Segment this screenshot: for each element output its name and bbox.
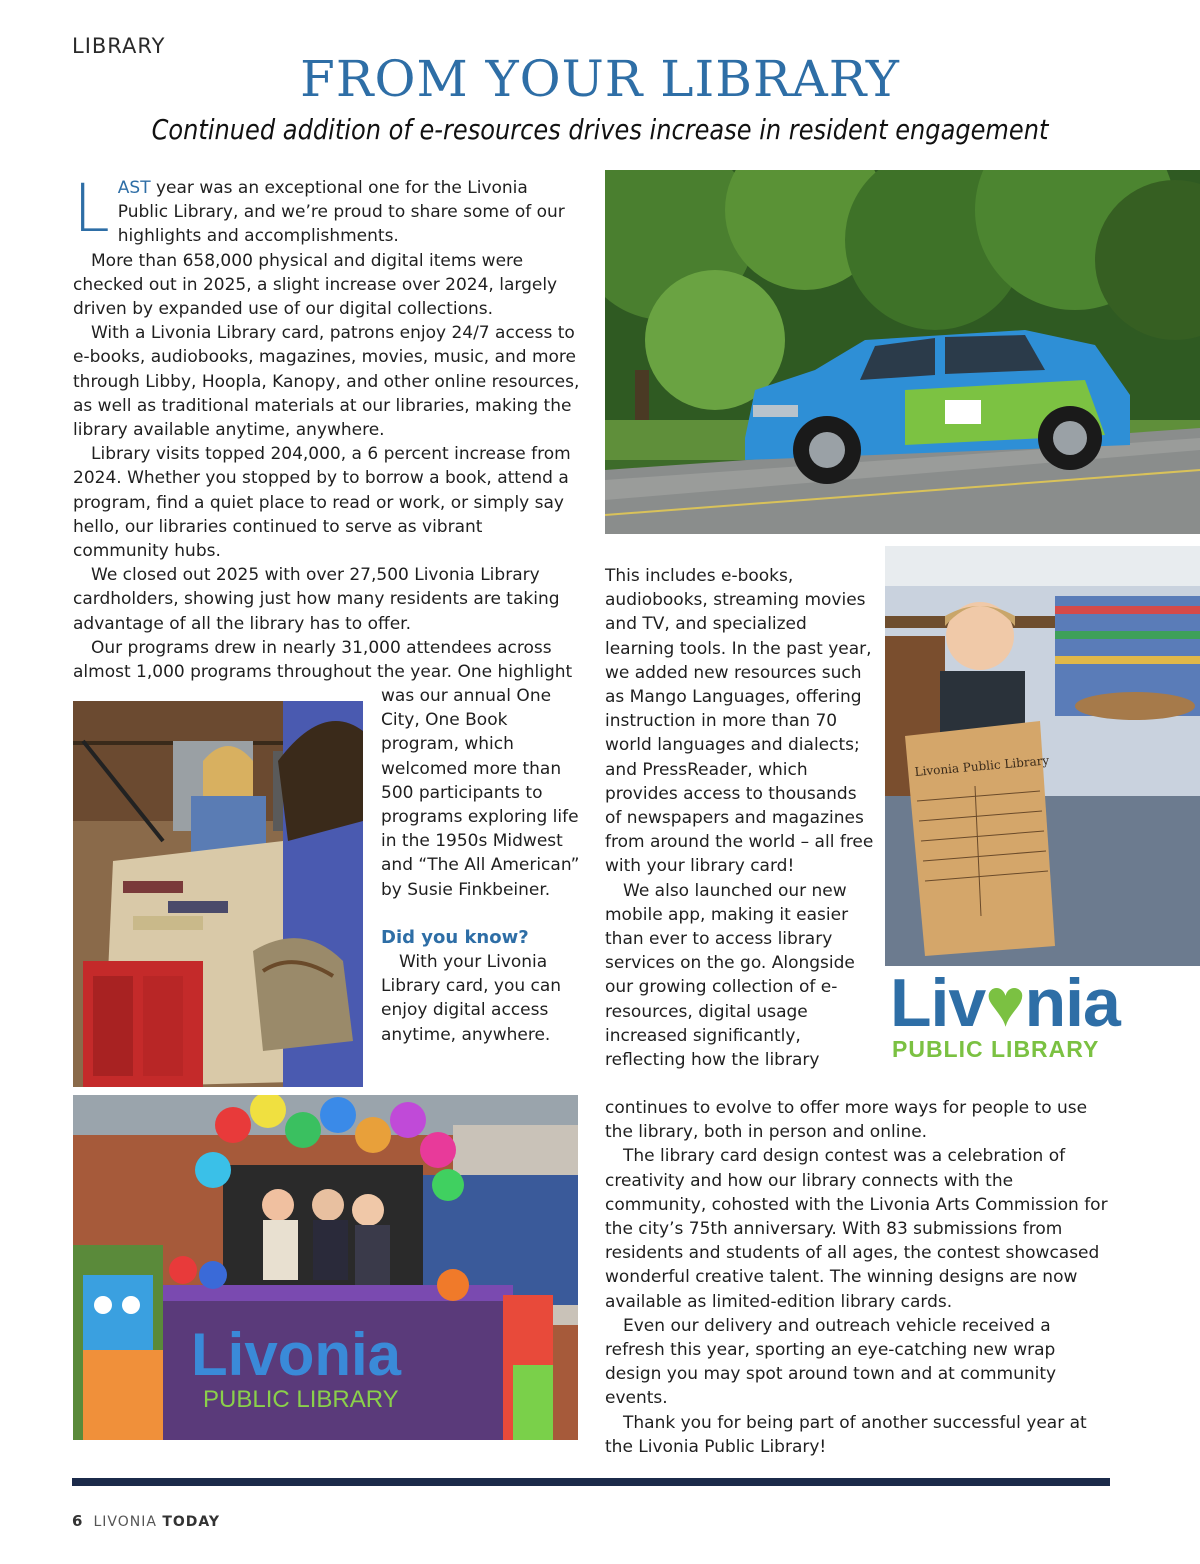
dropcap: L bbox=[73, 170, 110, 247]
article-paragraph: The library card design contest was a celebration of creativity and how our library connects with the community, cohosted with the Livonia Arts Commission for the city’s 75th anniversary. With 83 submissions from residents and students of all ages, the contest showcased wonderful creative talent. The winning designs are now available as limited-edition library cards. bbox=[605, 1146, 1108, 1312]
did-you-know-text: With your Livonia Library card, you can enjoy digital access anytime, anywhere. bbox=[381, 952, 562, 1045]
paragraph-text: year was an exceptional one for the Livonia Public Library, and we’re proud to share some of our highlights and accomplishments. bbox=[117, 178, 565, 247]
booth-banner-subtitle: PUBLIC LIBRARY bbox=[203, 1386, 399, 1413]
livonia-library-logo bbox=[884, 965, 1120, 1072]
article-paragraph: We also launched our new mobile app, making it easier than ever to access library services on the go. Alongside our growing collection of e-resources, digital usage increased significantly, reflecting how the library bbox=[605, 880, 855, 1071]
article-column-right-lower bbox=[605, 1096, 1110, 1459]
magazine-name: LIVONIA bbox=[93, 1514, 163, 1530]
library-booth-photo bbox=[73, 1095, 578, 1440]
deck-subtitle: Continued addition of e-resources drives increase in resident engagement bbox=[151, 113, 1049, 146]
article-paragraph: was our annual One City, One Book program, which welcomed more than 500 participants to programs exploring life in the 1950s Midwest and “The All American” by Susie Finkbeiner. bbox=[381, 686, 580, 900]
article-paragraph: This includes e-books, audiobooks, streaming movies and TV, and specialized learning tools. In the past year, we added new resources such as Mango Languages, offering instruction in more than 70 world languages and dialects; and PressReader, which provides access to thousands of newspapers and magazines from around the world – all free with your library card! bbox=[605, 566, 874, 877]
booth-banner-word: Livonia bbox=[191, 1321, 402, 1388]
article-column-narrow bbox=[381, 684, 581, 1047]
one-city-one-book-photo bbox=[73, 701, 363, 1087]
logo-wordmark: Liv♥nia bbox=[890, 965, 1120, 1041]
logo-subtitle: PUBLIC LIBRARY bbox=[892, 1036, 1100, 1062]
lead-word: AST bbox=[117, 178, 151, 198]
article-paragraph: Thank you for being part of another successful year at the Livonia Public Library! bbox=[605, 1412, 1087, 1457]
footer-rule bbox=[72, 1478, 1110, 1486]
article-paragraph: continues to evolve to offer more ways for people to use the library, both in person and online. bbox=[605, 1098, 1088, 1143]
magazine-name-bold: TODAY bbox=[162, 1514, 221, 1530]
article-column-left bbox=[73, 170, 583, 684]
article-paragraph: More than 658,000 physical and digital items were checked out in 2025, a slight increase over 2024, largely driven by expanded use of our digital collections. bbox=[73, 250, 558, 320]
page-number: 6 bbox=[72, 1512, 84, 1530]
article-paragraph bbox=[73, 170, 583, 249]
section-label: LIBRARY bbox=[72, 34, 166, 58]
did-you-know-heading: Did you know? bbox=[381, 926, 529, 948]
page-footer bbox=[72, 1512, 220, 1530]
article-paragraph: Even our delivery and outreach vehicle received a refresh this year, sporting an eye-catching new wrap design you may spot around town and at community events. bbox=[605, 1315, 1057, 1409]
article-paragraph: Our programs drew in nearly 31,000 attendees across almost 1,000 programs throughout the year. One highlight bbox=[73, 637, 573, 683]
article-paragraph: Library visits topped 204,000, a 6 percent increase from 2024. Whether you stopped by to borrow a book, attend a program, find a quiet place to read or work, or simply say hello, our libraries continued to serve as vibrant community hubs. bbox=[73, 444, 571, 562]
headline: FROM YOUR LIBRARY bbox=[300, 50, 900, 108]
article-paragraph: We closed out 2025 with over 27,500 Livonia Library cardholders, showing just how many residents are taking advantage of all the library has to offer. bbox=[73, 565, 560, 634]
card-title-text: Livonia Public Library bbox=[914, 753, 1050, 779]
outreach-vehicle-photo bbox=[605, 170, 1200, 534]
heart-icon: ♥ bbox=[985, 965, 1025, 1041]
article-column-right bbox=[605, 564, 877, 1072]
library-card-contest-photo bbox=[885, 546, 1200, 966]
article-paragraph: With a Livonia Library card, patrons enjoy 24/7 access to e-books, audiobooks, magazines, movies, music, and more through Libby, Hoopla, Kanopy, and other online resources, as well as traditional materials at our libraries, making the library available anytime, anywhere. bbox=[73, 323, 580, 441]
